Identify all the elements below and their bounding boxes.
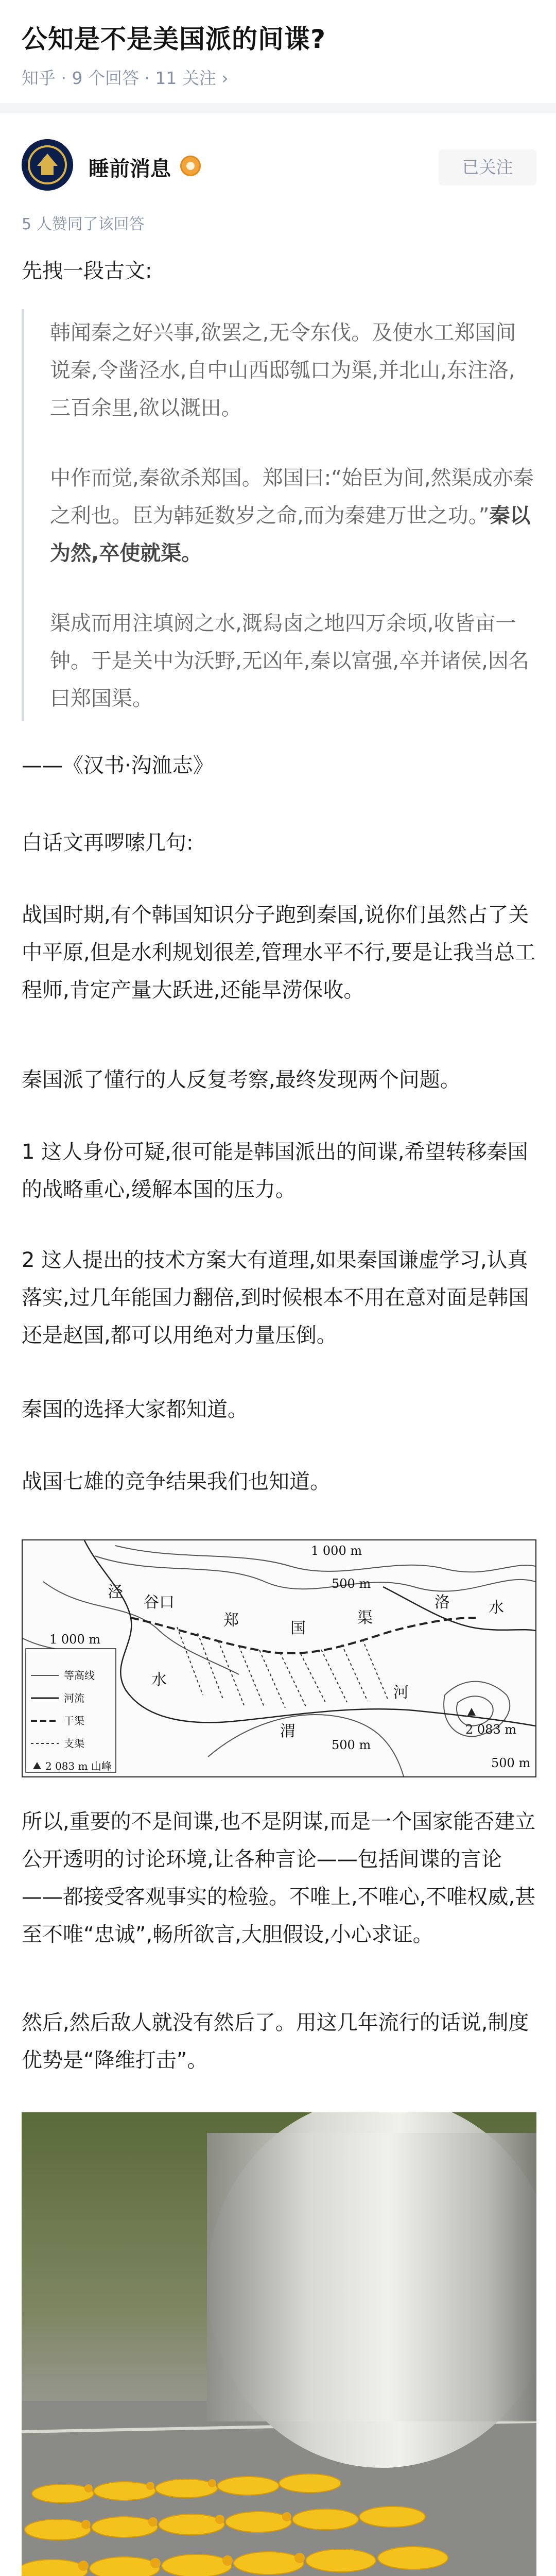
avatar[interactable] — [22, 139, 73, 191]
road-roller-photo[interactable] — [22, 2112, 536, 2576]
quote-paragraph-1: 韩闻秦之好兴事,欲罢之,无令东伐。及使水工郑国间说秦,令凿泾水,自中山西邸瓠口为渠,并北山,东注洛,三百余里,欲以溉田。 — [50, 321, 516, 420]
paragraph-conclusion: 所以,重要的不是间谍,也不是阴谋,而是一个国家能否建立公开透明的讨论环境,让各种言论——包括间谍的言论——都接受客观事实的检验。不唯上,不唯心,不唯权威,甚至不唯“忠诚”,畅所欲言,大胆假设,小心求证。 — [22, 1810, 536, 1946]
map-drawing — [23, 1540, 535, 1776]
paragraph-vernacular: 白话文再啰嗦几句: — [22, 831, 194, 855]
label-luo: 洛 — [435, 1594, 450, 1612]
question-meta[interactable]: 知乎 · 9 个回答 · 11 关注 › — [22, 68, 229, 88]
label-qu: 渠 — [357, 1609, 373, 1627]
label-1000m-top: 1 000 m — [311, 1544, 362, 1558]
paragraph-final: 然后,然后敌人就没有然后了。用这几年流行的话说,制度优势是“降维打击”。 — [22, 2011, 529, 2072]
label-zheng: 郑 — [223, 1612, 239, 1630]
quote-paragraph-3: 渠成而用注填阏之水,溉舄卤之地四万余顷,收皆亩一钟。于是关中为沃野,无凶年,秦以富强,卒并诸侯,因名曰郑国渠。 — [50, 612, 529, 710]
classical-quote — [22, 309, 536, 721]
label-he: 河 — [393, 1684, 409, 1702]
follow-button[interactable]: 已关注 — [439, 149, 536, 185]
zhengguo-canal-map[interactable] — [22, 1539, 536, 1777]
verified-badge-icon — [180, 156, 201, 176]
paragraph-issue-1: 1 这人身份可疑,很可能是韩国派出的间谍,希望转移秦国的战略重心,缓解本国的压力。 — [22, 1140, 528, 1201]
label-peak: 2 083 m — [465, 1722, 517, 1737]
author-name[interactable]: 睡前消息 — [89, 157, 171, 181]
agree-count: 5 人赞同了该回答 — [22, 215, 145, 233]
legend-canal: 干渠 — [64, 1715, 84, 1727]
label-500m-bottom: 500 m — [332, 1738, 371, 1752]
legend-contour: 等高线 — [64, 1669, 95, 1682]
paragraph-qin-sent: 秦国派了懂行的人反复考察,最终发现两个问题。 — [22, 1068, 461, 1092]
label-jing: 泾 — [108, 1583, 123, 1601]
label-1000m-left: 1 000 m — [49, 1632, 101, 1647]
question-title[interactable]: 公知是不是美国派的间谍? — [22, 24, 326, 54]
label-shui-left: 水 — [151, 1671, 167, 1689]
paragraph-warring-states: 战国时期,有个韩国知识分子跑到秦国,说你们虽然占了关中平原,但是水利规划很差,管理水平不行,要是让我当总工程师,肯定产量大跃进,还能旱涝保收。 — [22, 903, 536, 1002]
quote-paragraph-2: 中作而觉,秦欲杀郑国。郑国曰:“始臣为间,然渠成亦秦之利也。臣为韩延数岁之命,而为秦建万世之功。”秦以为然,卒使就渠。 — [50, 466, 534, 565]
peak-icon — [467, 1708, 476, 1716]
author-bar — [22, 139, 536, 196]
section-divider — [0, 103, 556, 113]
legend-branch: 支渠 — [64, 1737, 84, 1750]
legend-peak: 2 083 m 山峰 — [45, 1760, 112, 1772]
label-guko: 谷口 — [144, 1594, 175, 1612]
paragraph-result: 战国七雄的竞争结果我们也知道。 — [22, 1470, 331, 1494]
avatar-logo-icon — [22, 139, 73, 191]
intro-paragraph: 先拽一段古文: — [22, 259, 152, 283]
road-roller-chicks-illustration — [22, 2112, 536, 2576]
paragraph-qin-choice: 秦国的选择大家都知道。 — [22, 1398, 248, 1421]
legend-river: 河流 — [64, 1692, 84, 1704]
label-500m-top: 500 m — [332, 1577, 371, 1591]
label-wei: 渭 — [280, 1722, 296, 1740]
quote-source: ——《汉书·沟洫志》 — [22, 754, 214, 777]
label-shui-right: 水 — [489, 1599, 504, 1617]
label-500m-right: 500 m — [491, 1756, 531, 1770]
label-guo: 国 — [290, 1619, 306, 1637]
paragraph-issue-2: 2 这人提出的技术方案大有道理,如果秦国谦虚学习,认真落实,过几年能国力翻倍,到时候根本不用在意对面是韩国还是赵国,都可以用绝对力量压倒。 — [22, 1248, 529, 1347]
quote-bold-sentence: 秦以为然,卒使就渠。 — [50, 504, 531, 565]
